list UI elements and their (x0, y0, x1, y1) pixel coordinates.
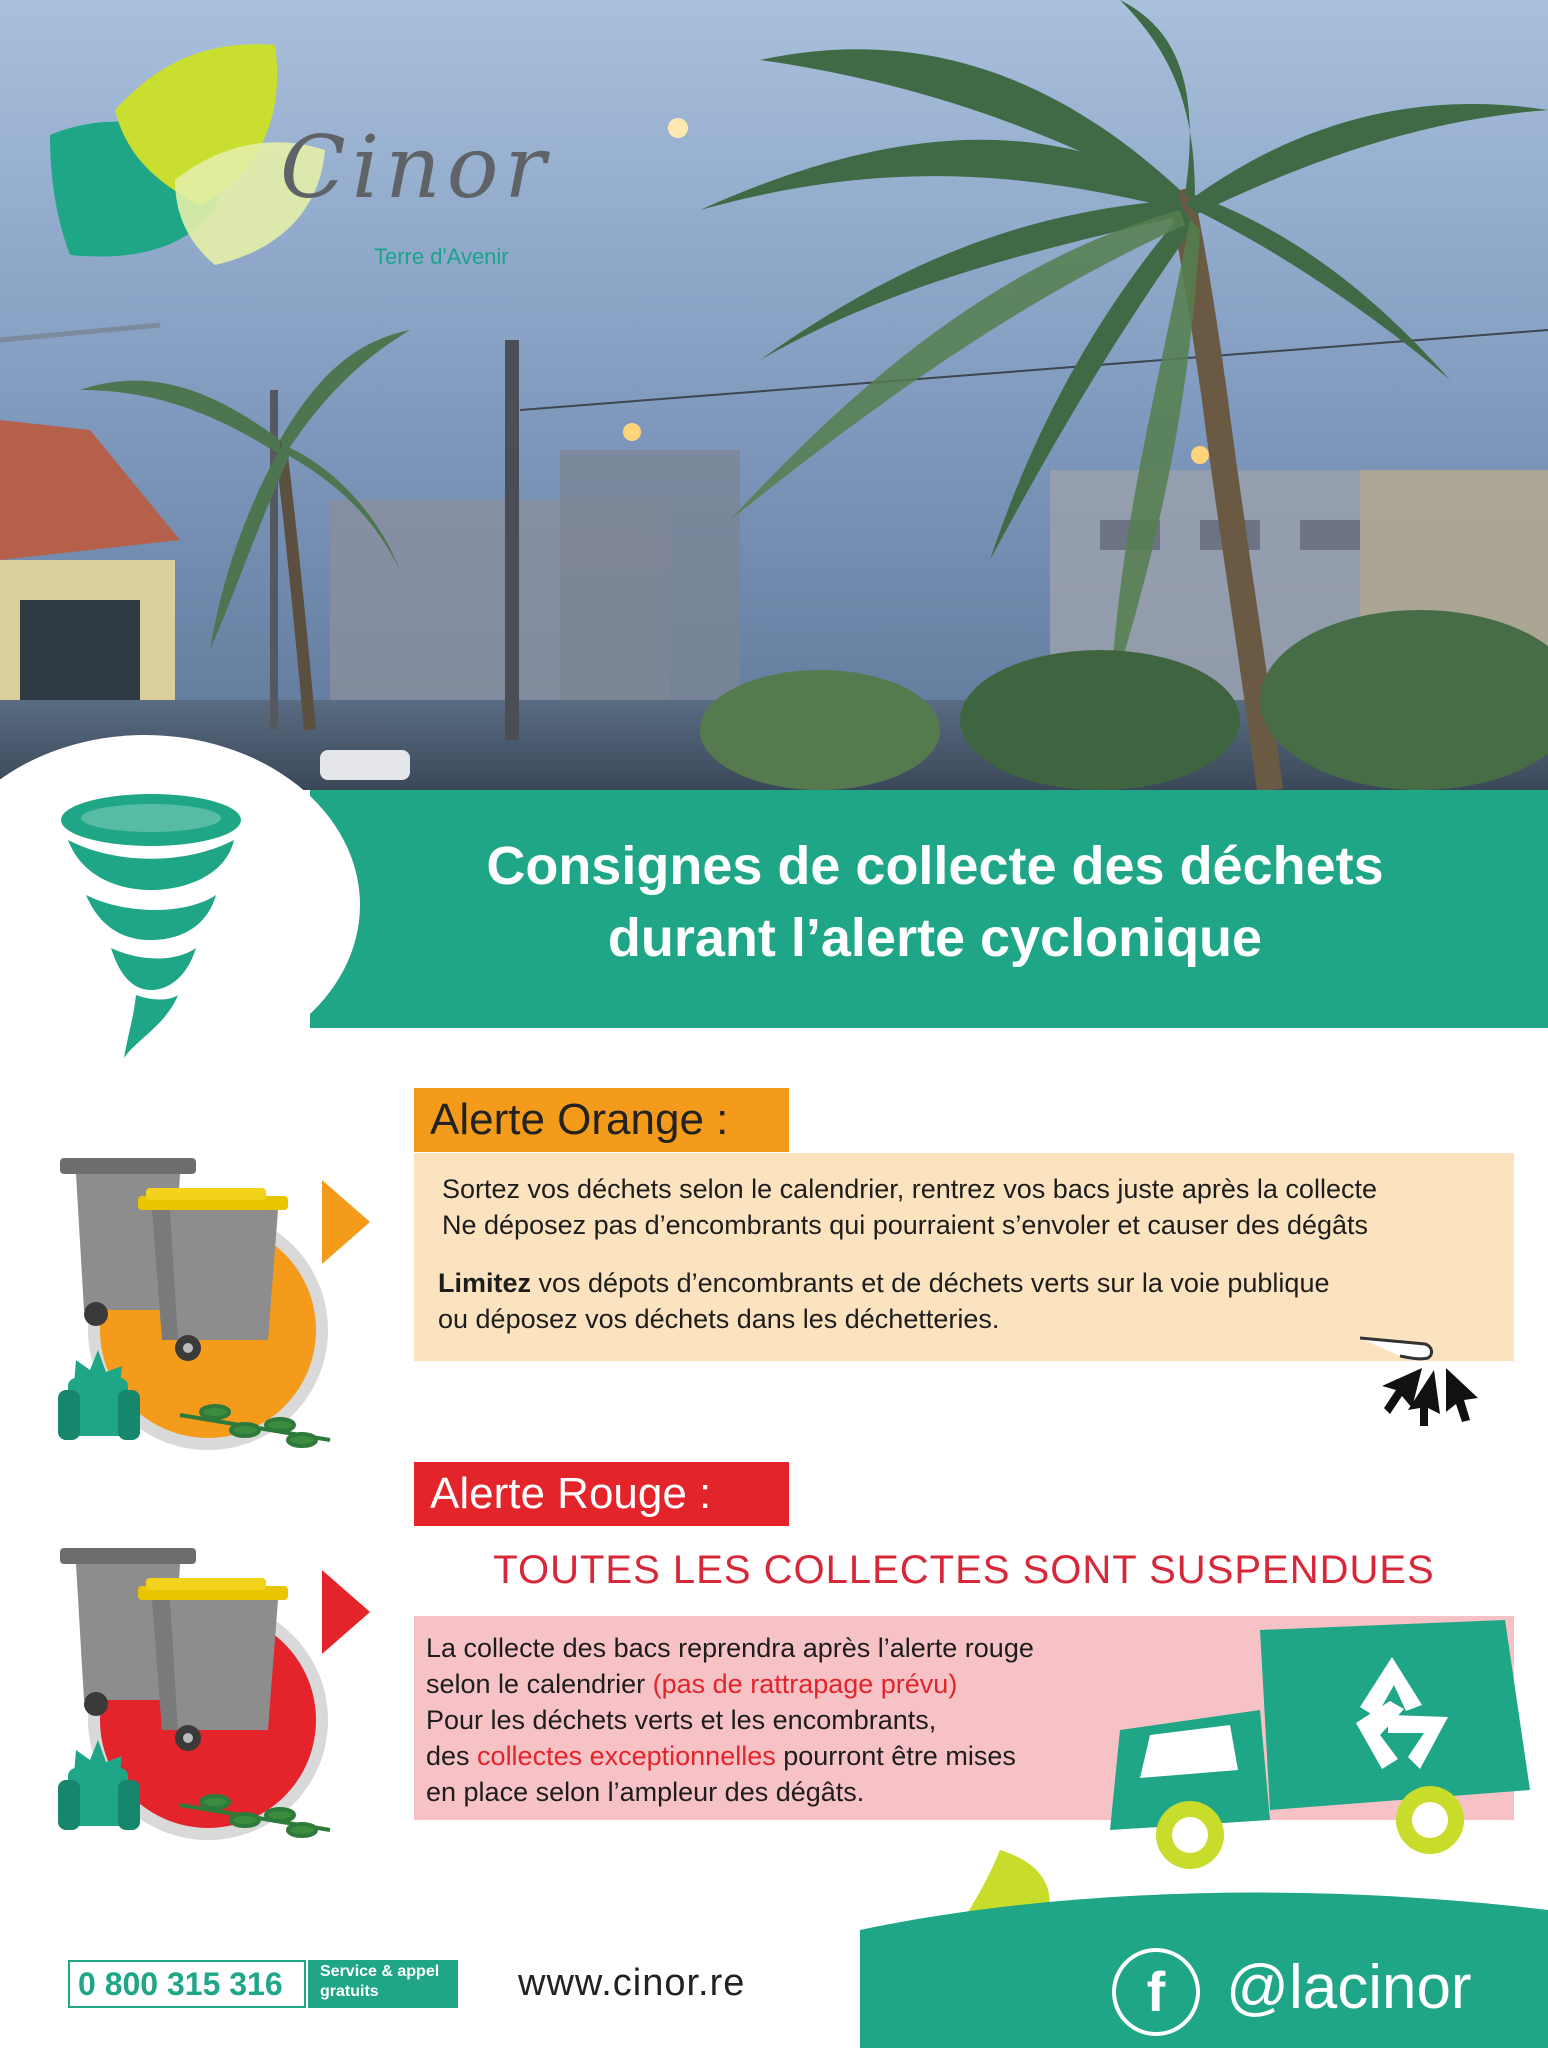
logo-tagline: Terre d'Avenir (374, 244, 509, 269)
orange-alert-label: Alerte Orange : (414, 1088, 789, 1152)
tornado-icon (56, 790, 246, 1060)
orange-alert-box (414, 1153, 1514, 1361)
title-line-1: Consignes de collecte des déchets (486, 836, 1384, 896)
red-illustration (40, 1530, 340, 1850)
red-line-4 (426, 1738, 1016, 1774)
orange-line-2: Ne déposez pas d’encombrants qui pourraient s’envoler et causer des dégâts (442, 1210, 1369, 1240)
red-alert-label: Alerte Rouge : (414, 1462, 789, 1526)
play-arrow-icon (322, 1180, 370, 1264)
orange-line-1: Sortez vos déchets selon le calendrier, rentrez vos bacs juste après la collecte (442, 1174, 1377, 1204)
website-link[interactable]: www.cinor.re (518, 1962, 746, 2004)
red-line-4-b: pourront être mises (775, 1741, 1016, 1771)
red-line-5: en place selon l’ampleur des dégâts. (426, 1777, 865, 1807)
orange-illustration (40, 1140, 340, 1460)
suspended-heading: TOUTES LES COLLECTES SONT SUSPENDUES (493, 1548, 1435, 1592)
phone-note-line-2: gratuits (320, 1983, 379, 2000)
title-line-2: durant l’alerte cyclonique (607, 908, 1263, 968)
play-arrow-icon-red (322, 1570, 370, 1654)
logo-wordmark: Cinor (280, 118, 552, 218)
phone-note-line-1: Service & appel (320, 1963, 440, 1980)
red-line-2-highlight: (pas de rattrapage prévu) (652, 1669, 958, 1699)
red-line-3: Pour les déchets verts et les encombrants, (426, 1705, 937, 1735)
red-line-4-a: des (426, 1741, 478, 1771)
red-line-2-a: selon le calendrier (426, 1669, 653, 1699)
orange-line-3 (438, 1265, 1329, 1301)
red-line-1: La collecte des bacs reprendra après l’alerte rouge (426, 1633, 1034, 1663)
phone-note (320, 1962, 439, 2002)
social-handle[interactable]: @lacinor (1226, 1953, 1472, 2022)
red-line-4-highlight: collectes exceptionnelles (477, 1741, 776, 1771)
phone-number[interactable]: 0 800 315 316 (78, 1966, 283, 2002)
orange-line-4: ou déposez vos déchets dans les déchetteries. (438, 1304, 1000, 1334)
orange-line-3-bold: Limitez (438, 1268, 532, 1298)
red-line-2 (426, 1666, 957, 1702)
hand-drop-icon (1350, 1328, 1490, 1428)
page-title (330, 830, 1540, 974)
facebook-icon[interactable]: f (1112, 1948, 1200, 2036)
orange-line-3-rest: vos dépots d’encombrants et de déchets verts sur la voie publique (531, 1268, 1330, 1298)
